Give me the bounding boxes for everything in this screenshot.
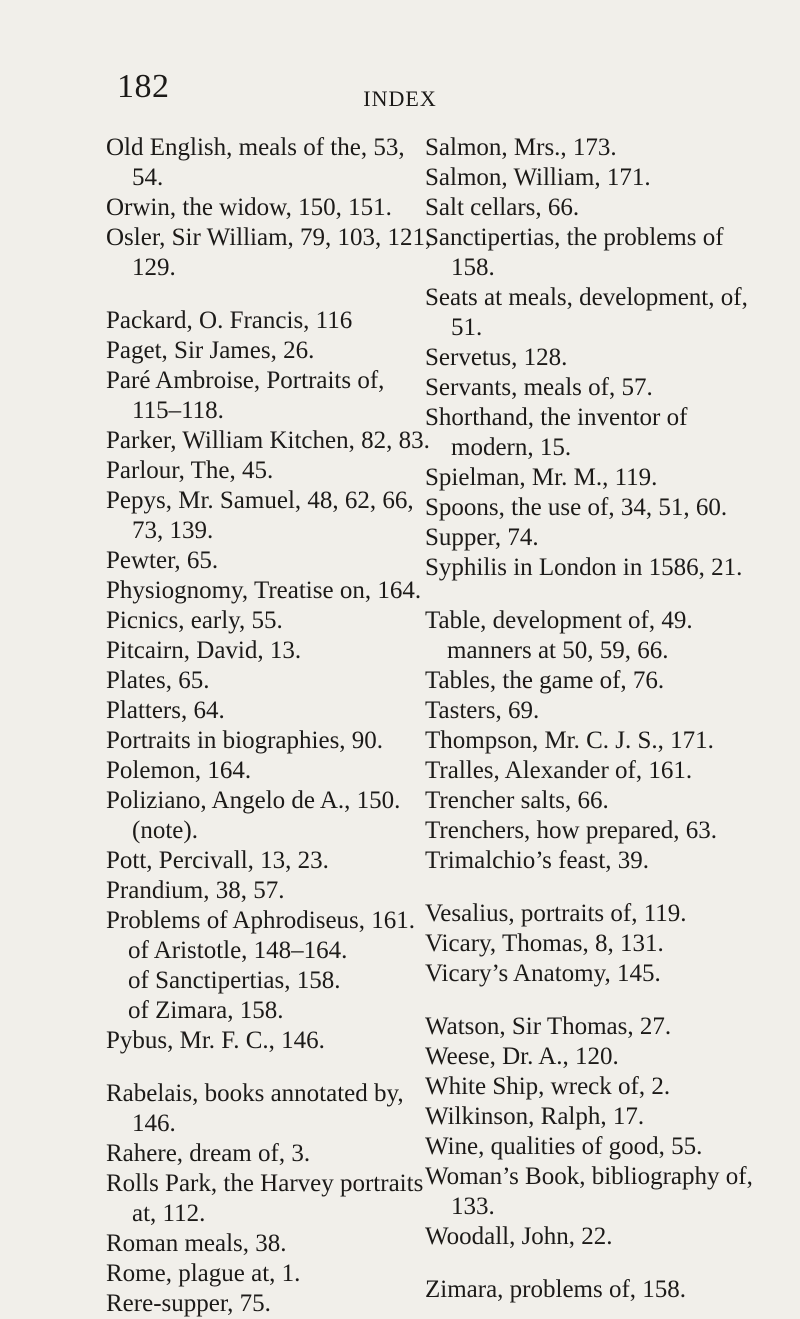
section-gap xyxy=(106,1056,436,1079)
running-head: INDEX xyxy=(363,86,437,111)
index-entry: Plates, 65. xyxy=(106,667,210,694)
index-entry: Zimara, problems of, 158. xyxy=(425,1276,687,1303)
index-entry: Packard, O. Francis, 116 xyxy=(106,307,353,334)
index-entry: Servetus, 128. xyxy=(425,344,568,371)
index-entry: Tasters, 69. xyxy=(425,697,540,724)
index-entry: Thompson, Mr. C. J. S., 171. xyxy=(425,727,714,754)
index-entry: Pybus, Mr. F. C., 146. xyxy=(106,1027,325,1054)
index-entry: Vicary’s Anatomy, 145. xyxy=(425,960,661,987)
index-subentry: of Zimara, 158. xyxy=(128,997,284,1024)
index-entry: Roman meals, 38. xyxy=(106,1230,287,1257)
index-entry: Polemon, 164. xyxy=(106,757,252,784)
index-entry: Supper, 74. xyxy=(425,524,539,551)
index-entry: Syphilis in London in 1586, 21. xyxy=(425,554,743,581)
index-entry: Wine, qualities of good, 55. xyxy=(425,1133,703,1160)
index-entry: Sanctipertias, the problems of 158. xyxy=(425,224,724,281)
index-entry: Vicary, Thomas, 8, 131. xyxy=(425,930,664,957)
index-entry: Paré Ambroise, Portraits of, 115–118. xyxy=(106,367,385,424)
index-entry: Physiognomy, Treatise on, 164. xyxy=(106,577,422,604)
index-entry: Rolls Park, the Harvey portraits at, 112. xyxy=(106,1170,424,1227)
section-gap xyxy=(425,989,755,1012)
index-entry: Picnics, early, 55. xyxy=(106,607,283,634)
index-subentry: of Aristotle, 148–164. xyxy=(128,937,348,964)
index-entry: Weese, Dr. A., 120. xyxy=(425,1043,619,1070)
index-entry: Trencher salts, 66. xyxy=(425,787,609,814)
index-entry: Wilkinson, Ralph, 17. xyxy=(425,1103,645,1130)
index-entry: Portraits in biographies, 90. xyxy=(106,727,384,754)
index-entry: Spielman, Mr. M., 119. xyxy=(425,464,658,491)
index-entry: Rahere, dream of, 3. xyxy=(106,1140,311,1167)
index-entry: Woman’s Book, bibliography of, 133. xyxy=(425,1163,753,1220)
index-entry: Pitcairn, David, 13. xyxy=(106,637,302,664)
index-entry: Problems of Aphrodiseus, 161. xyxy=(106,907,416,934)
index-entry: Tables, the game of, 76. xyxy=(425,667,665,694)
index-entry: Paget, Sir James, 26. xyxy=(106,337,315,364)
index-entry: Rere-supper, 75. xyxy=(106,1290,271,1317)
index-entry: Prandium, 38, 57. xyxy=(106,877,285,904)
index-entry: Salmon, Mrs., 173. xyxy=(425,134,617,161)
index-entry: Orwin, the widow, 150, 151. xyxy=(106,194,392,221)
index-entry: Tralles, Alexander of, 161. xyxy=(425,757,693,784)
index-entry: Shorthand, the inventor of modern, 15. xyxy=(425,404,688,461)
section-gap xyxy=(425,1252,755,1275)
index-entry: Pott, Percivall, 13, 23. xyxy=(106,847,329,874)
index-entry: Old English, meals of the, 53, 54. xyxy=(106,134,405,191)
index-entry: Vesalius, portraits of, 119. xyxy=(425,900,687,927)
index-entry: Poliziano, Angelo de A., 150. (note). xyxy=(106,787,401,844)
section-gap xyxy=(425,583,755,606)
section-gap xyxy=(425,876,755,899)
index-entry: Watson, Sir Thomas, 27. xyxy=(425,1013,672,1040)
section-gap xyxy=(106,283,436,306)
page-number: 182 xyxy=(117,68,170,105)
index-entry: Pepys, Mr. Samuel, 48, 62, 66, 73, 139. xyxy=(106,487,414,544)
index-entry: Salmon, William, 171. xyxy=(425,164,651,191)
index-entry: Parker, William Kitchen, 82, 83. xyxy=(106,427,430,454)
index-column-left xyxy=(106,133,436,1319)
index-entry: Platters, 64. xyxy=(106,697,225,724)
index-entry: White Ship, wreck of, 2. xyxy=(425,1073,671,1100)
index-subentry: of Sanctipertias, 158. xyxy=(128,967,341,994)
index-entry: Trimalchio’s feast, 39. xyxy=(425,847,650,874)
index-entry: Osler, Sir William, 79, 103, 121, 129. xyxy=(106,224,432,281)
index-entry: Seats at meals, development, of, 51. xyxy=(425,284,748,341)
index-entry: Table, development of, 49. xyxy=(425,607,693,634)
index-subentry: manners at 50, 59, 66. xyxy=(447,637,669,664)
index-entry: Parlour, The, 45. xyxy=(106,457,274,484)
index-entry: Rabelais, books annotated by, 146. xyxy=(106,1080,404,1137)
index-column-right xyxy=(425,133,755,1305)
index-entry: Pewter, 65. xyxy=(106,547,219,574)
index-entry: Salt cellars, 66. xyxy=(425,194,580,221)
index-entry: Servants, meals of, 57. xyxy=(425,374,653,401)
index-entry: Trenchers, how prepared, 63. xyxy=(425,817,718,844)
index-entry: Woodall, John, 22. xyxy=(425,1223,613,1250)
index-entry: Rome, plague at, 1. xyxy=(106,1260,301,1287)
index-entry: Spoons, the use of, 34, 51, 60. xyxy=(425,494,728,521)
